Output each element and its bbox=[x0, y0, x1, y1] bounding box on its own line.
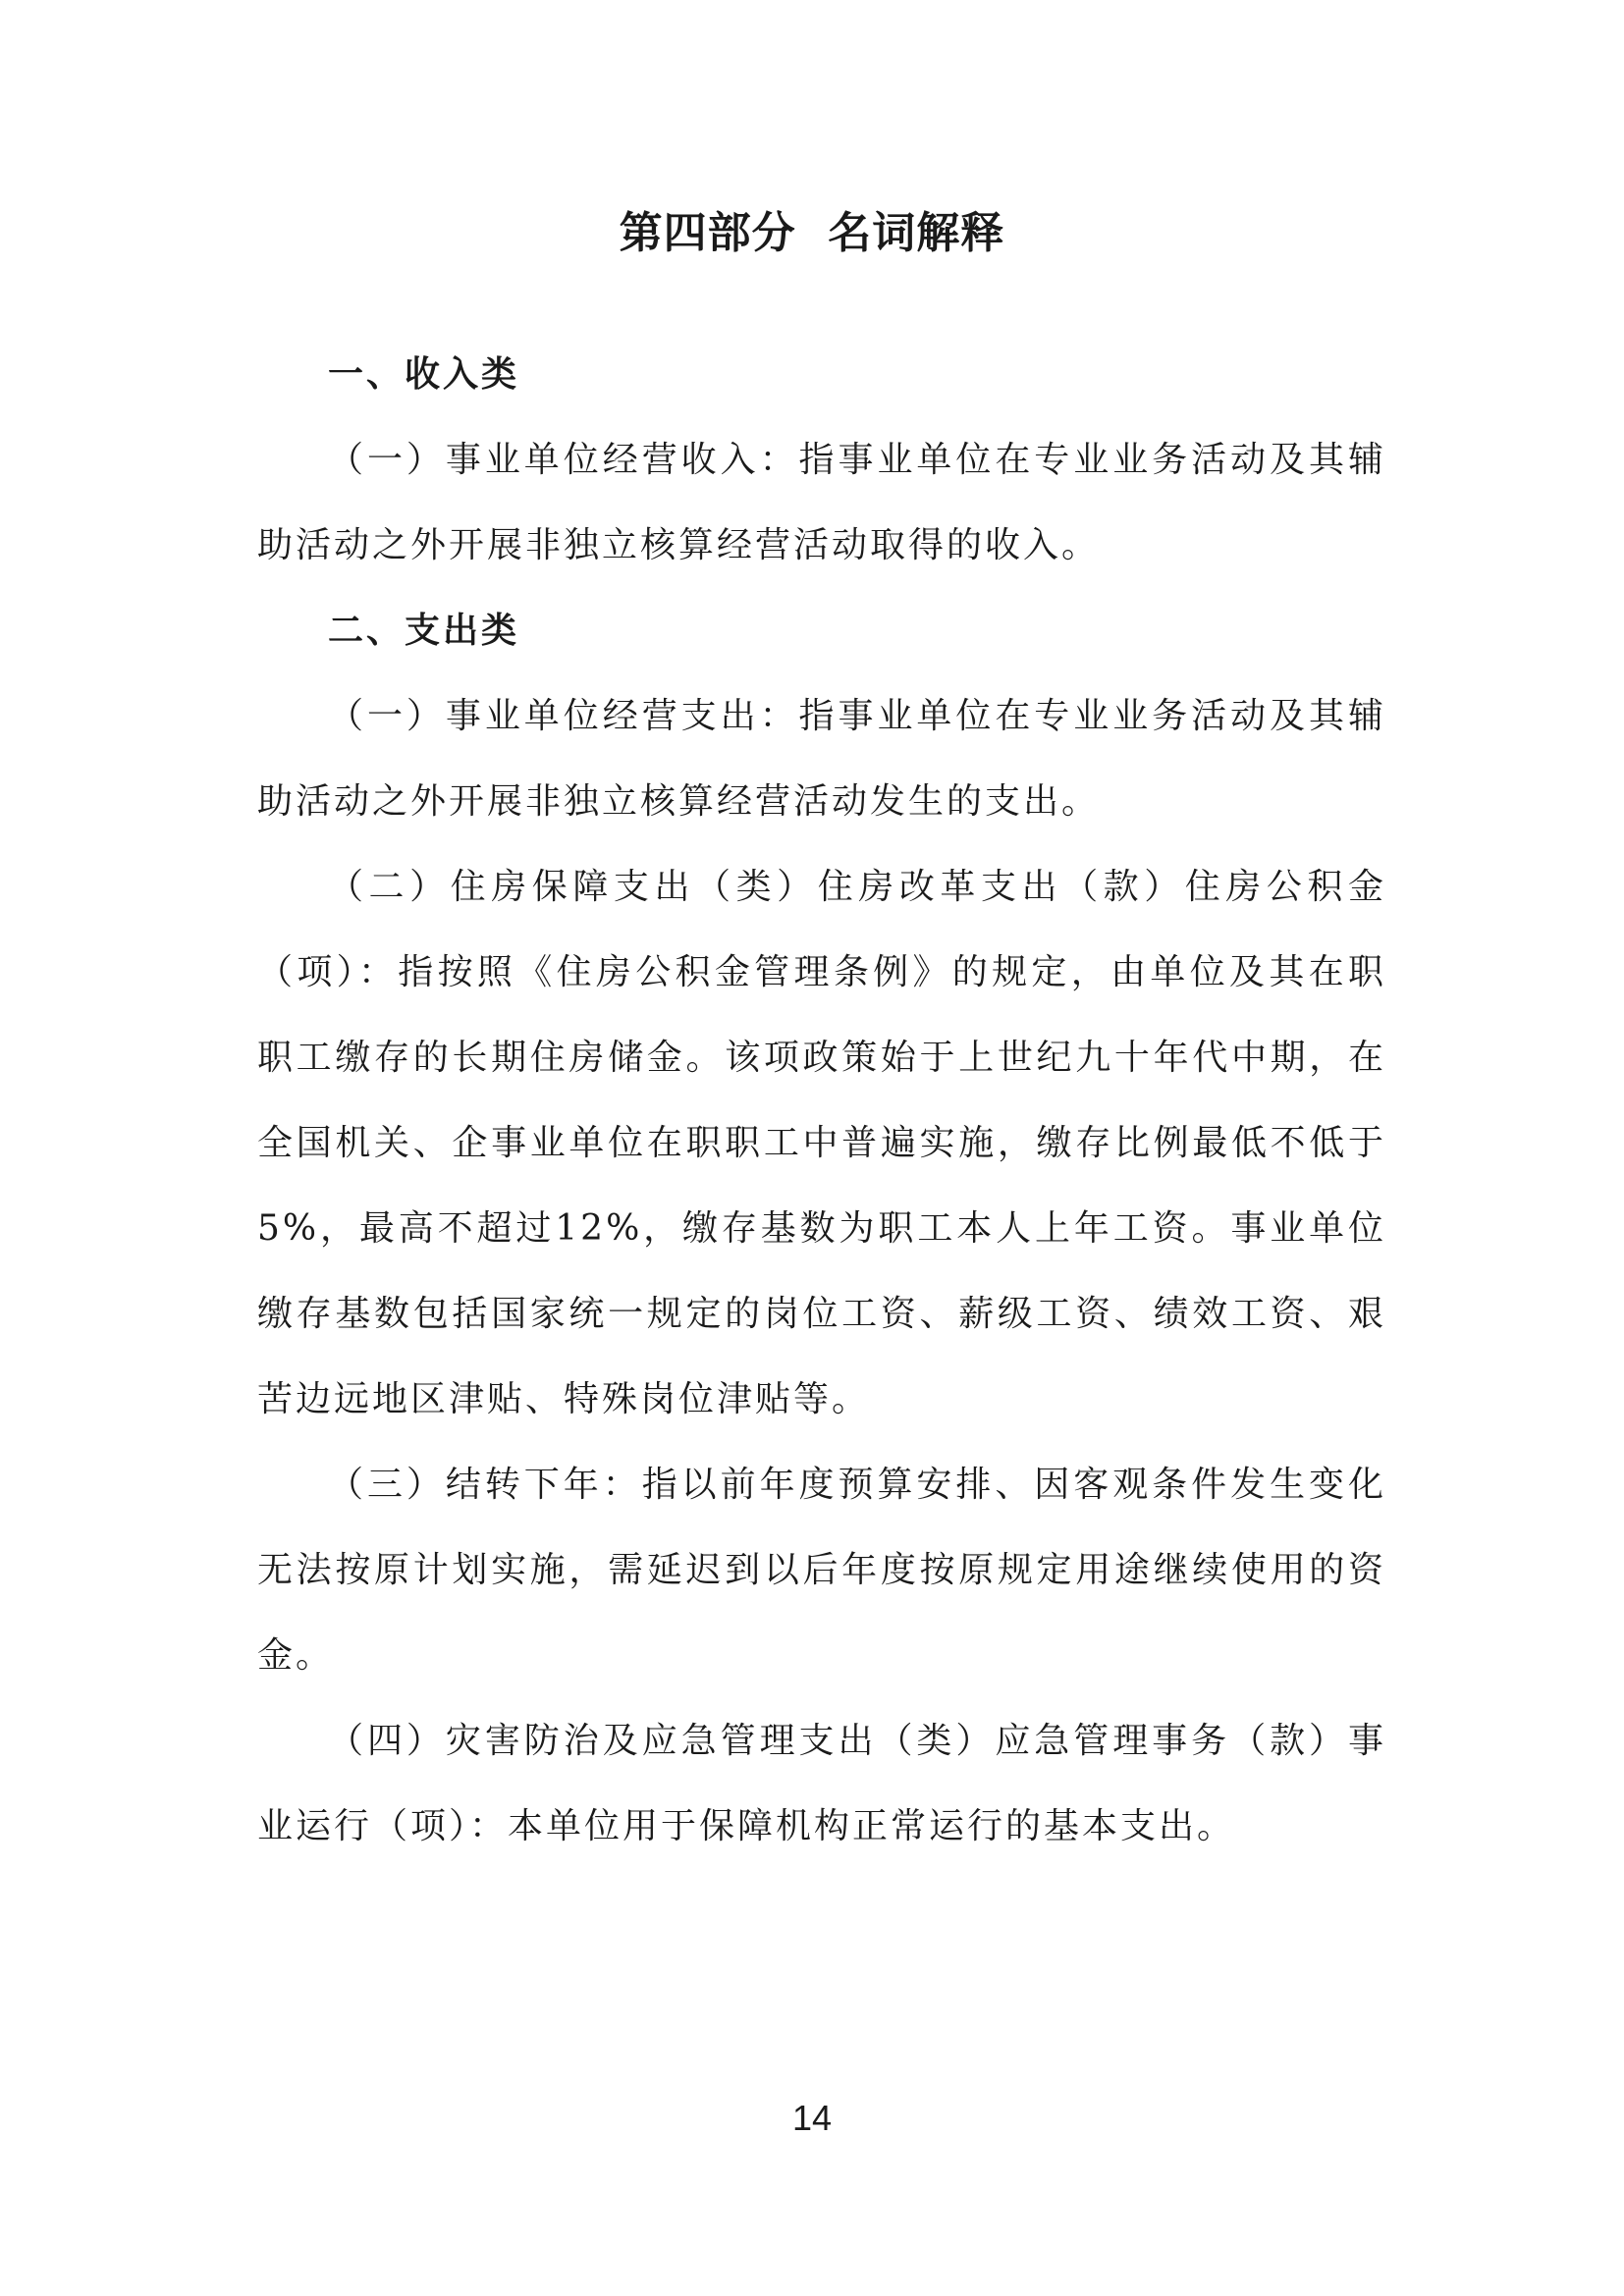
page-number: 14 bbox=[791, 2098, 833, 2138]
page-title: 第四部分 名词解释 bbox=[619, 208, 1005, 258]
paragraph-carryover: （三）结转下年：指以前年度预算安排、因客观条件发生变化无法按原计划实施，需延迟到以后年度按原规定用途继续使用的资金。 bbox=[257, 1465, 1386, 1676]
paragraph-operating-income: （一）事业单位经营收入：指事业单位在专业业务活动及其辅助活动之外开展非独立核算经营活动取得的收入。 bbox=[257, 440, 1386, 565]
paragraph-housing-provident-fund: （二）住房保障支出（类）住房改革支出（款）住房公积金（项）：指按照《住房公积金管理条例》的规定，由单位及其在职职工缴存的长期住房储金。该项政策始于上世纪九十年代中期，在全国机关、企事业单位在职职工中普遍实施，缴存比例最低不低于5%，最高不超过12%，缴存基数为职工本人上年工资。事业单位缴存基数包括国家统一规定的岗位工资、薪级工资、绩效工资、艰苦边远地区津贴、特殊岗位津贴等。 bbox=[257, 867, 1386, 1419]
paragraph-operating-expenditure: （一）事业单位经营支出：指事业单位在专业业务活动及其辅助活动之外开展非独立核算经营活动发生的支出。 bbox=[257, 696, 1386, 822]
section-heading-income: 一、收入类 bbox=[328, 354, 520, 395]
paragraph-emergency-management: （四）灾害防治及应急管理支出（类）应急管理事务（款）事业运行（项）：本单位用于保障机构正常运行的基本支出。 bbox=[257, 1721, 1386, 1846]
section-heading-expenditure: 二、支出类 bbox=[328, 611, 520, 651]
document-body bbox=[257, 332, 1386, 1869]
